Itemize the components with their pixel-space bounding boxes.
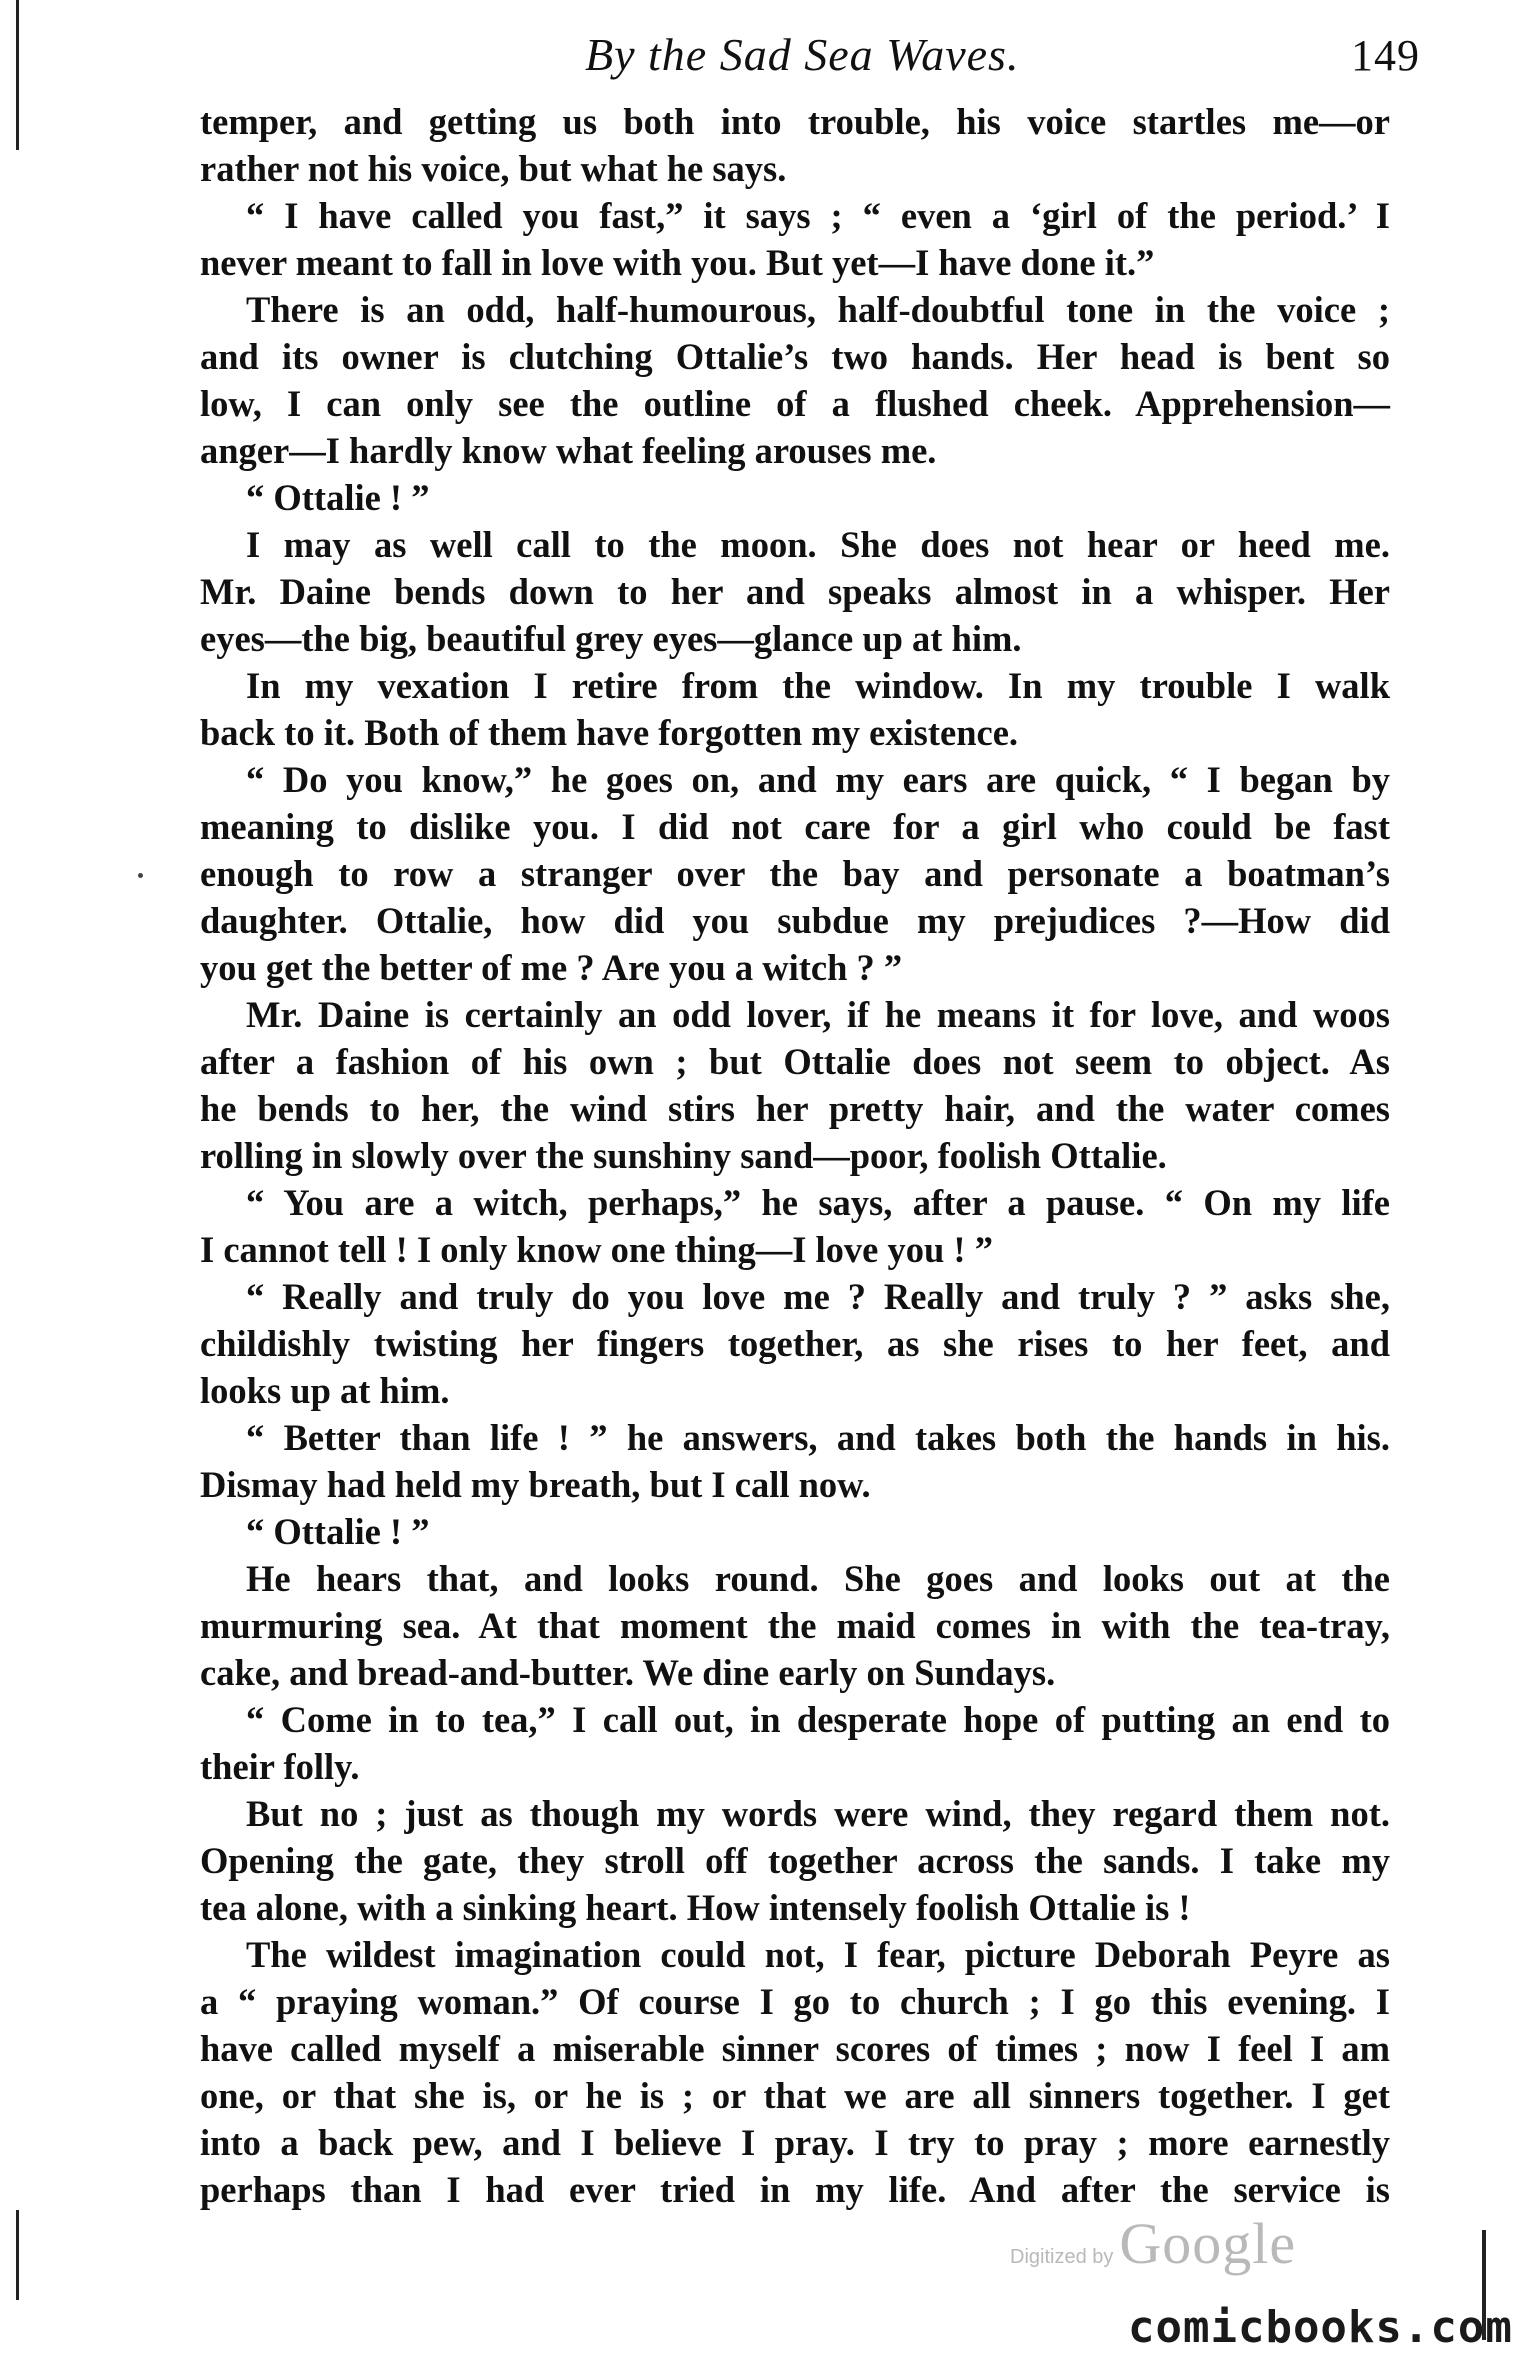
text-line: temper, and getting us both into trouble, his voice startles me—or	[200, 101, 1390, 142]
text-line: have called myself a miserable sinner scores of times ; now I feel I am	[200, 2028, 1390, 2069]
stray-ink-mark	[138, 873, 143, 878]
text-line: daughter. Ottalie, how did you subdue my prejudices ?—How did	[200, 900, 1390, 941]
text-line: “ Really and truly do you love me ? Really and truly ? ” asks she,	[246, 1276, 1390, 1317]
text-line: Mr. Daine bends down to her and speaks almost in a whisper. Her	[200, 571, 1390, 612]
site-logo: comicbooks.com	[1128, 2302, 1513, 2353]
text-line: “ I have called you fast,” it says ; “ even a ‘girl of the period.’ I	[246, 195, 1390, 236]
text-line: low, I can only see the outline of a flushed cheek. Apprehension—	[200, 383, 1390, 424]
google-logo: Google	[1119, 2211, 1297, 2276]
text-line: I cannot tell ! I only know one thing—I love you ! ”	[200, 1229, 993, 1270]
text-line: Dismay had held my breath, but I call now.	[200, 1464, 871, 1505]
text-line: murmuring sea. At that moment the maid comes in with the tea-tray,	[200, 1605, 1390, 1646]
text-line: into a back pew, and I believe I pray. I try to pray ; more earnestly	[200, 2122, 1390, 2163]
text-line: But no ; just as though my words were wind, they regard them not.	[246, 1793, 1390, 1834]
text-line: He hears that, and looks round. She goes and looks out at the	[246, 1558, 1390, 1599]
text-line: I may as well call to the moon. She does not hear or heed me.	[246, 524, 1390, 565]
text-line: In my vexation I retire from the window. In my trouble I walk	[246, 665, 1390, 706]
text-line: looks up at him.	[200, 1370, 450, 1411]
page-header	[200, 28, 1420, 98]
text-line: back to it. Both of them have forgotten my existence.	[200, 712, 1019, 753]
text-line: “ Better than life ! ” he answers, and takes both the hands in his.	[246, 1417, 1390, 1458]
text-line: The wildest imagination could not, I fear, picture Deborah Peyre as	[246, 1934, 1390, 1975]
google-digitized-watermark	[1010, 2210, 1296, 2280]
text-line: rolling in slowly over the sunshiny sand—poor, foolish Ottalie.	[200, 1135, 1167, 1176]
text-line: “ Ottalie ! ”	[246, 1511, 430, 1552]
text-line: Opening the gate, they stroll off together across the sands. I take my	[200, 1840, 1390, 1881]
text-line: perhaps than I had ever tried in my life. And after the service is	[200, 2169, 1390, 2210]
text-line: childishly twisting her fingers together, as she rises to her feet, and	[200, 1323, 1390, 1364]
text-line: one, or that she is, or he is ; or that we are all sinners together. I get	[200, 2075, 1390, 2116]
text-line: anger—I hardly know what feeling arouses me.	[200, 430, 937, 471]
page-edge-rule-bottom	[16, 2210, 19, 2300]
text-line: Mr. Daine is certainly an odd lover, if he means it for love, and woos	[246, 994, 1390, 1035]
text-line: he bends to her, the wind stirs her pretty hair, and the water comes	[200, 1088, 1390, 1129]
text-line: you get the better of me ? Are you a witch ? ”	[200, 947, 903, 988]
text-line: enough to row a stranger over the bay and personate a boatman’s	[200, 853, 1390, 894]
page-edge-rule-top	[16, 0, 19, 150]
running-head: By the Sad Sea Waves.	[585, 29, 1020, 80]
text-line: after a fashion of his own ; but Ottalie does not seem to object. As	[200, 1041, 1390, 1082]
text-line: cake, and bread-and-butter. We dine early on Sundays.	[200, 1652, 1056, 1693]
text-line: “ Come in to tea,” I call out, in desperate hope of putting an end to	[246, 1699, 1390, 1740]
page-number: 149	[1351, 31, 1420, 80]
text-line: a “ praying woman.” Of course I go to church ; I go this evening. I	[200, 1981, 1390, 2022]
text-line: “ Ottalie ! ”	[246, 477, 430, 518]
text-line: rather not his voice, but what he says.	[200, 148, 787, 189]
text-line: “ Do you know,” he goes on, and my ears are quick, “ I began by	[246, 759, 1390, 800]
text-line: tea alone, with a sinking heart. How intensely foolish Ottalie is !	[200, 1887, 1191, 1928]
text-line: never meant to fall in love with you. But yet—I have done it.”	[200, 242, 1155, 283]
text-line: “ You are a witch, perhaps,” he says, after a pause. “ On my life	[246, 1182, 1390, 1223]
text-line: eyes—the big, beautiful grey eyes—glance up at him.	[200, 618, 1022, 659]
body-text	[200, 98, 1390, 2213]
text-line: There is an odd, half-humourous, half-doubtful tone in the voice ;	[246, 289, 1390, 330]
text-line: and its owner is clutching Ottalie’s two hands. Her head is bent so	[200, 336, 1390, 377]
digitized-by-label: Digitized by	[1010, 2246, 1114, 2268]
text-line: meaning to dislike you. I did not care for a girl who could be fast	[200, 806, 1390, 847]
text-line: their folly.	[200, 1746, 360, 1787]
